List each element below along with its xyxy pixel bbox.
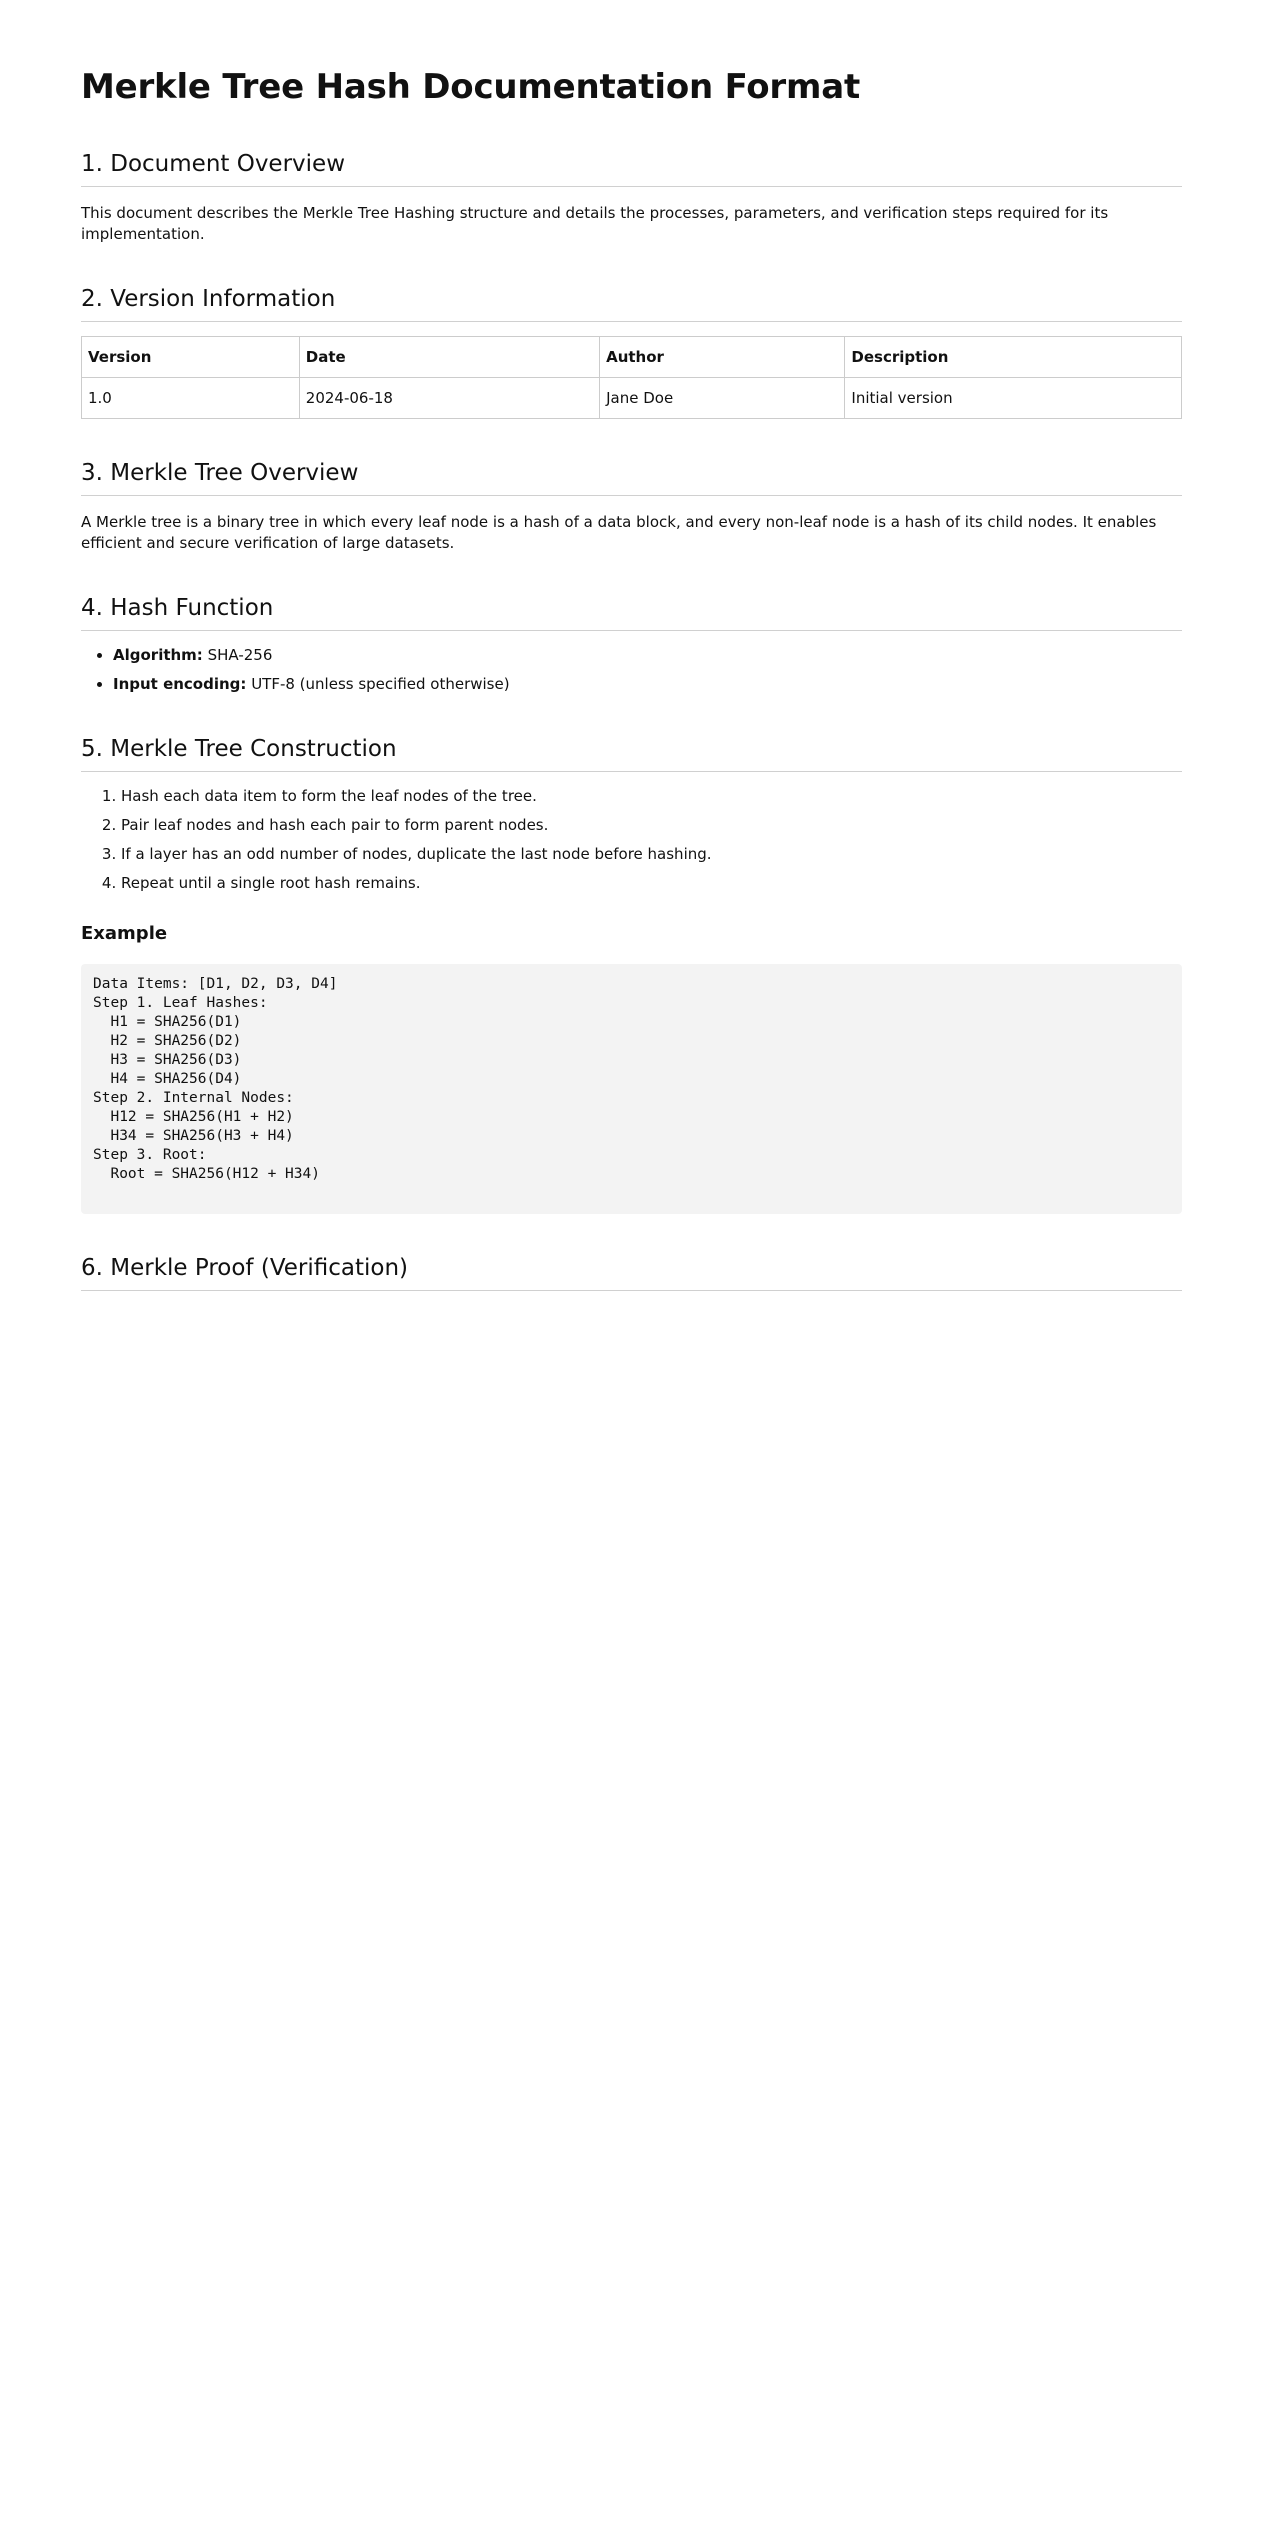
cell-date: 2024-06-18 bbox=[299, 378, 599, 419]
list-item: 2. Pair leaf nodes and hash each pair to form parent nodes. bbox=[121, 815, 1182, 836]
list-item bbox=[113, 674, 1182, 695]
section-version-information bbox=[81, 283, 1182, 419]
section-text: This document describes the Merkle Tree Hashing structure and details the processes, parameters, and verification steps required for its implementation. bbox=[81, 204, 1109, 243]
section-hash-function bbox=[81, 592, 1182, 695]
column-header-version: Version bbox=[82, 337, 300, 378]
section-text: A Merkle tree is a binary tree in which every leaf node is a hash of a data block, and every non-leaf node is a hash of its child nodes. It enables efficient and secure verification of large datasets. bbox=[81, 513, 1157, 552]
list-item bbox=[113, 645, 1182, 666]
list-item-value: UTF-8 (unless specified otherwise) bbox=[246, 675, 510, 693]
hash-function-list bbox=[81, 645, 1182, 695]
cell-version: 1.0 bbox=[82, 378, 300, 419]
list-item-value: SHA-256 bbox=[202, 646, 273, 664]
construction-steps bbox=[81, 786, 1182, 894]
section-merkle-tree-construction bbox=[81, 733, 1182, 1214]
section-heading: 5. Merkle Tree Construction bbox=[81, 733, 1182, 772]
cell-description: Initial version bbox=[845, 378, 1182, 419]
column-header-description: Description bbox=[845, 337, 1182, 378]
section-merkle-tree-overview bbox=[81, 457, 1182, 554]
section-heading: 1. Document Overview bbox=[81, 148, 1182, 187]
document-page bbox=[81, 0, 1182, 1291]
list-item: 4. Repeat until a single root hash remains. bbox=[121, 873, 1182, 894]
example-code-block: Data Items: [D1, D2, D3, D4] Step 1. Leaf Hashes: H1 = SHA256(D1) H2 = SHA256(D2) H3 = SHA256(D3) H4 = SHA256(D4) Step 2. Internal Nodes: H12 = SHA256(H1 + H2) H34 = SHA256(H3 + H4) Step 3. Root: Root = SHA256(H12 + H34) bbox=[81, 964, 1182, 1214]
list-item: 3. If a layer has an odd number of nodes, duplicate the last node before hashing. bbox=[121, 844, 1182, 865]
list-item-label: Algorithm: bbox=[113, 646, 203, 664]
section-heading: 4. Hash Function bbox=[81, 592, 1182, 631]
list-item: 1. Hash each data item to form the leaf nodes of the tree. bbox=[121, 786, 1182, 807]
section-heading: 2. Version Information bbox=[81, 283, 1182, 322]
page-title: Merkle Tree Hash Documentation Format bbox=[81, 67, 861, 107]
section-heading: 3. Merkle Tree Overview bbox=[81, 457, 1182, 496]
section-heading: 6. Merkle Proof (Verification) bbox=[81, 1252, 1182, 1291]
list-item-label: Input encoding: bbox=[113, 675, 247, 693]
column-header-date: Date bbox=[299, 337, 599, 378]
table-row bbox=[82, 378, 1182, 419]
cell-author: Jane Doe bbox=[600, 378, 845, 419]
section-document-overview bbox=[81, 148, 1182, 245]
section-merkle-proof bbox=[81, 1252, 1182, 1291]
column-header-author: Author bbox=[600, 337, 845, 378]
example-heading: Example bbox=[81, 923, 168, 944]
version-table bbox=[81, 336, 1182, 419]
table-header-row bbox=[82, 337, 1182, 378]
